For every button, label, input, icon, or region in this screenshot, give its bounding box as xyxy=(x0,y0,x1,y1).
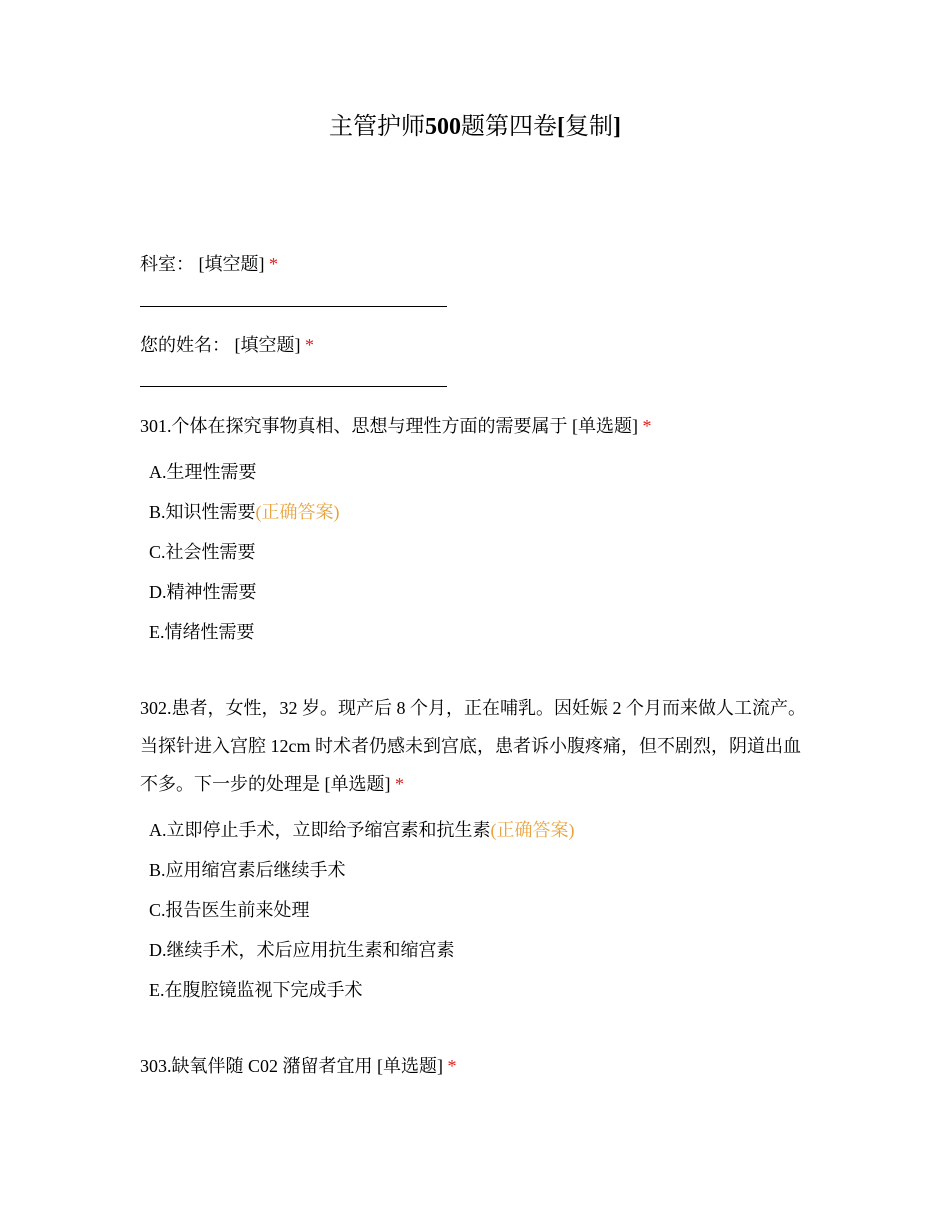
option-301-b[interactable] xyxy=(149,500,340,524)
name-input-line[interactable] xyxy=(140,386,447,387)
title-copy-tag: 复制 xyxy=(565,114,613,140)
option-text: E.在腹腔镜监视下完成手术 xyxy=(149,980,363,1000)
question-type-tag: [填空题] xyxy=(198,254,265,274)
department-input-line[interactable] xyxy=(140,306,447,307)
option-302-c[interactable] xyxy=(149,898,310,922)
option-text: A.生理性需要 xyxy=(149,462,257,482)
page-title xyxy=(0,111,950,143)
option-text: E.情绪性需要 xyxy=(149,622,255,642)
option-301-e[interactable] xyxy=(149,620,255,644)
required-mark: * xyxy=(642,416,652,436)
correct-answer-tag: (正确答案) xyxy=(255,502,340,522)
option-302-a[interactable] xyxy=(149,818,575,842)
field-label: 您的姓名： xyxy=(140,335,230,355)
option-text: D.精神性需要 xyxy=(149,582,257,602)
option-text: D.继续手术，术后应用抗生素和缩宫素 xyxy=(149,940,455,960)
option-text: A.立即停止手术，立即给予缩宫素和抗生素 xyxy=(149,820,491,840)
title-bracket: [ xyxy=(557,114,565,140)
question-text: 303.缺氧伴随 C02 潴留者宜用 xyxy=(140,1056,373,1076)
title-bracket: ] xyxy=(613,114,621,140)
option-302-d[interactable] xyxy=(149,938,455,962)
required-mark: * xyxy=(305,335,314,355)
question-text: 302.患者，女性，32 岁。现产后 8 个月，正在哺乳。因妊娠 2 个月而来做人工流产。当探针进入宫腔 12cm 时术者仍感未到宫底，患者诉小腹疼痛，但不剧烈，阴道出血不多。下一步的处理是 xyxy=(140,698,806,794)
question-302 xyxy=(140,689,810,803)
option-text: C.报告医生前来处理 xyxy=(149,900,310,920)
option-text: B.知识性需要 xyxy=(149,502,256,522)
field-label: 科室： xyxy=(140,254,194,274)
required-mark: * xyxy=(447,1056,457,1076)
field-department-label xyxy=(140,252,820,276)
option-302-e[interactable] xyxy=(149,978,363,1002)
field-name-label xyxy=(140,333,820,357)
title-text: 主管护师 xyxy=(329,114,425,140)
question-type-tag: [填空题] xyxy=(234,335,301,355)
option-302-b[interactable] xyxy=(149,858,346,882)
required-mark: * xyxy=(269,254,278,274)
option-text: C.社会性需要 xyxy=(149,542,256,562)
question-301 xyxy=(140,414,820,438)
question-text: 301.个体在探究事物真相、思想与理性方面的需要属于 xyxy=(140,416,568,436)
option-301-c[interactable] xyxy=(149,540,256,564)
correct-answer-tag: (正确答案) xyxy=(490,820,575,840)
question-303 xyxy=(140,1054,820,1078)
title-number: 500 xyxy=(425,114,461,140)
option-text: B.应用缩宫素后继续手术 xyxy=(149,860,346,880)
option-301-d[interactable] xyxy=(149,580,257,604)
option-301-a[interactable] xyxy=(149,460,257,484)
required-mark: * xyxy=(395,774,404,794)
question-type-tag: [单选题] xyxy=(572,416,638,436)
question-type-tag: [单选题] xyxy=(377,1056,444,1076)
title-text-2: 题第四卷 xyxy=(461,114,557,140)
question-type-tag: [单选题] xyxy=(324,774,391,794)
